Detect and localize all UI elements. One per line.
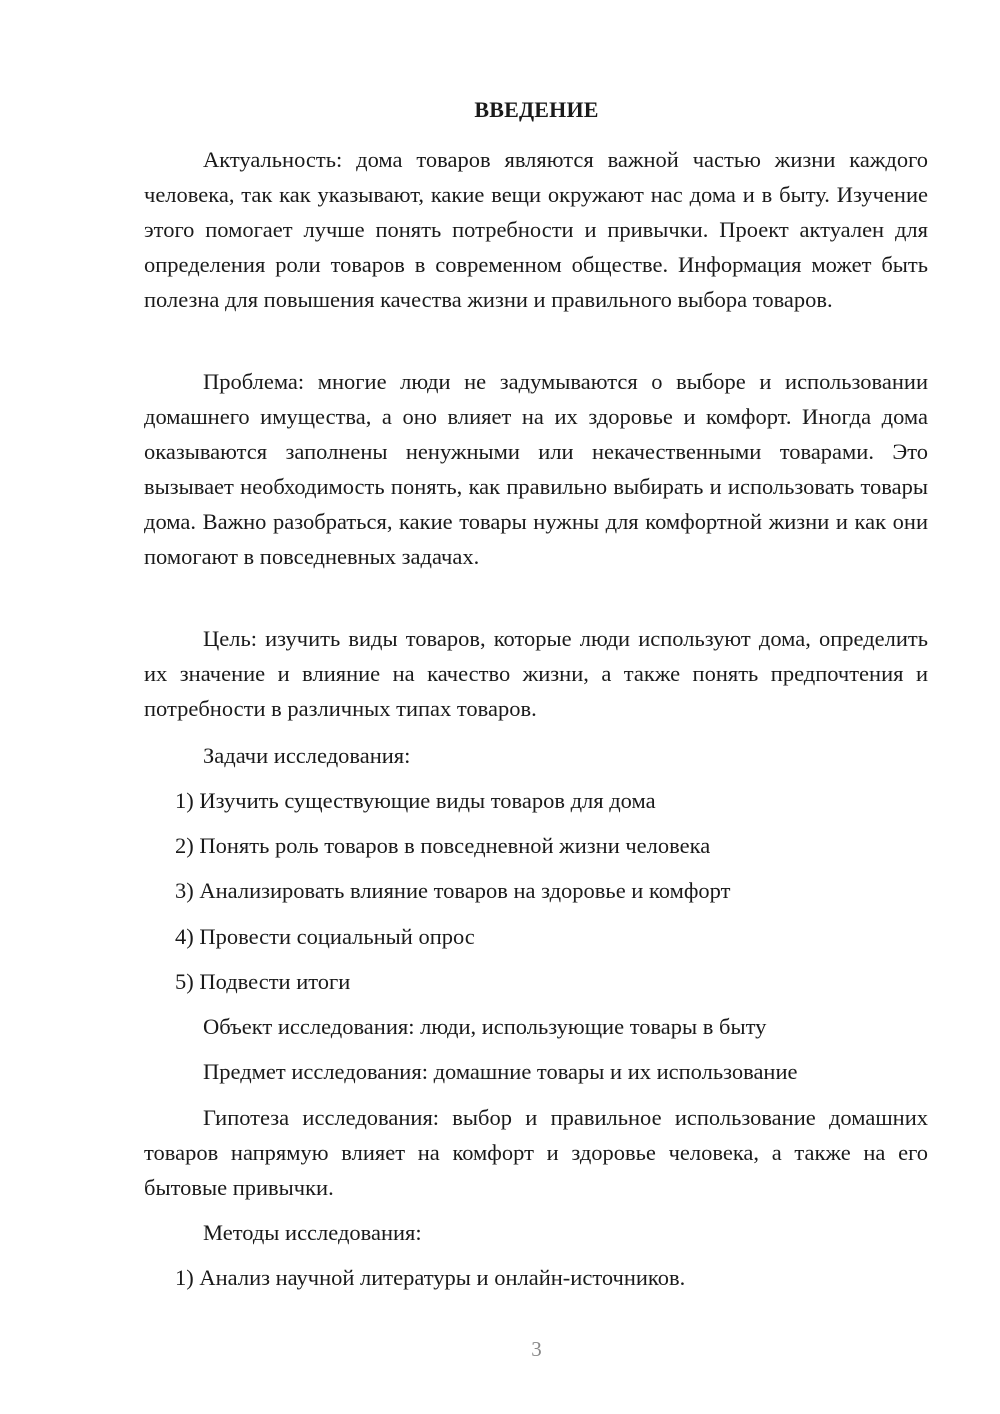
relevance-block <box>144 142 928 317</box>
relevance-paragraph: Актуальность: дома товаров являются важной частью жизни каждого человека, так как указывают, какие вещи окружают нас дома и в быту. Изучение этого помогает лучше понять потребности и привычки. Проект актуален для определения роли товаров в современном обществе. Информация может быть полезна для повышения качества жизни и правильного выбора товаров. <box>144 147 928 312</box>
page-title: ВВЕДЕНИЕ <box>474 97 599 122</box>
task-item-5: 5) Подвести итоги <box>175 969 351 994</box>
goal-block <box>144 621 928 726</box>
hypothesis-block <box>144 1100 928 1205</box>
task-item-4: 4) Провести социальный опрос <box>175 924 475 949</box>
page-number: 3 <box>531 1337 542 1361</box>
methods-heading: Методы исследования: <box>203 1220 422 1245</box>
task-item-3: 3) Анализировать влияние товаров на здоровье и комфорт <box>175 878 731 903</box>
task-item-1: 1) Изучить существующие виды товаров для дома <box>175 788 656 813</box>
hypothesis-paragraph: Гипотеза исследования: выбор и правильное использование домашних товаров напрямую влияет на комфорт и здоровье человека, а также на его бытовые привычки. <box>144 1105 928 1200</box>
subject-line: Предмет исследования: домашние товары и их использование <box>203 1059 798 1084</box>
goal-paragraph: Цель: изучить виды товаров, которые люди используют дома, определить их значение и влияние на качество жизни, а также понять предпочтения и потребности в различных типах товаров. <box>144 626 928 721</box>
problem-paragraph: Проблема: многие люди не задумываются о выборе и использовании домашнего имущества, а оно влияет на их здоровье и комфорт. Иногда дома оказываются заполнены ненужными или некачественными товарами. Это вызывает необходимость понять, как правильно выбирать и использовать товары дома. Важно разобраться, какие товары нужны для комфортной жизни и как они помогают в повседневных задачах. <box>144 369 928 569</box>
problem-block <box>144 364 928 574</box>
object-line: Объект исследования: люди, использующие товары в быту <box>203 1014 767 1039</box>
tasks-heading: Задачи исследования: <box>203 743 411 768</box>
task-item-2: 2) Понять роль товаров в повседневной жизни человека <box>175 833 711 858</box>
method-item-1: 1) Анализ научной литературы и онлайн-источников. <box>175 1265 686 1290</box>
